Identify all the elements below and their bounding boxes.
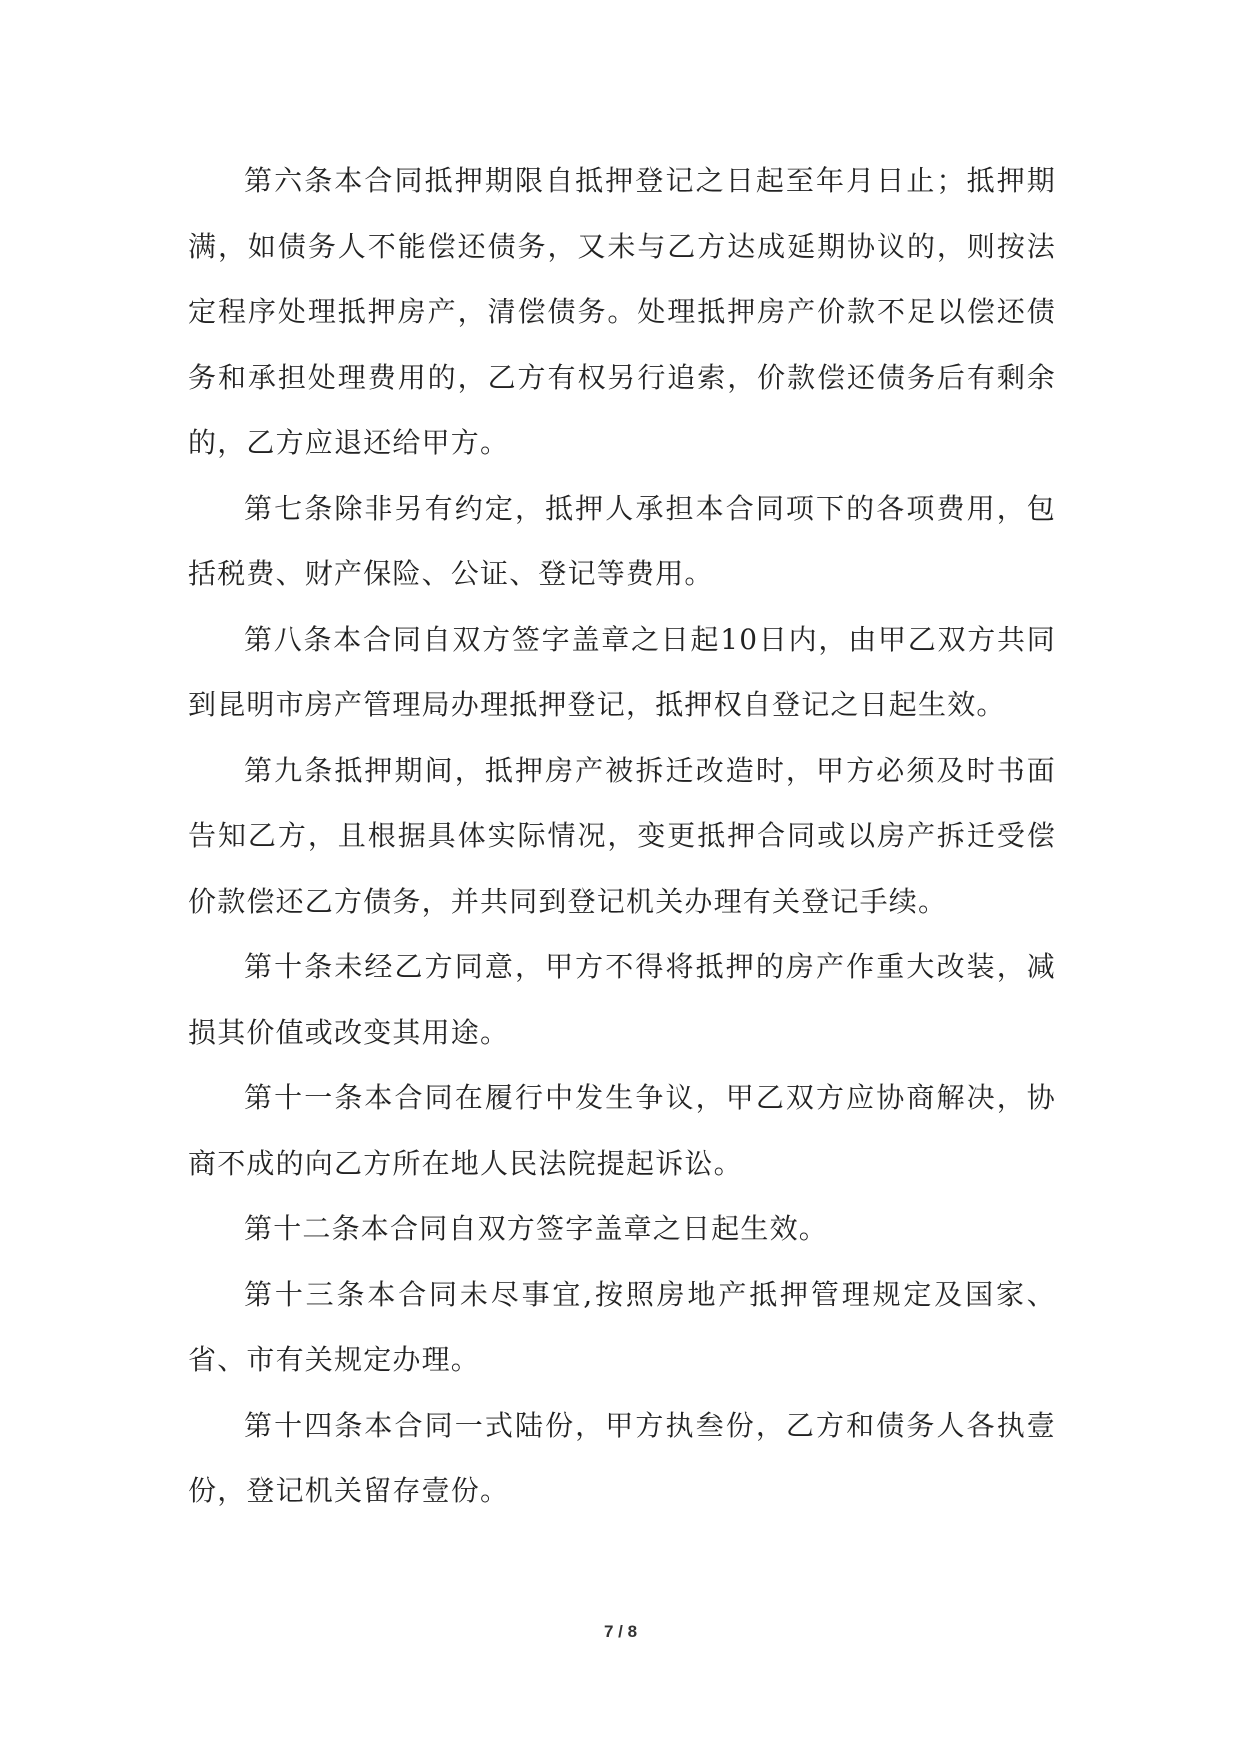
clause-7-paragraph: 第七条除非另有约定，抵押人承担本合同项下的各项费用，包括税费、财产保险、公证、登记等费用。	[188, 491, 1056, 590]
clause-11-paragraph: 第十一条本合同在履行中发生争议，甲乙双方应协商解决，协商不成的向乙方所在地人民法院提起诉讼。	[188, 1081, 1056, 1180]
clause-8-paragraph: 第八条本合同自双方签字盖章之日起10日内，由甲乙双方共同到昆明市房产管理局办理抵押登记，抵押权自登记之日起生效。	[188, 622, 1056, 721]
clause-9-paragraph: 第九条抵押期间，抵押房产被拆迁改造时，甲方必须及时书面告知乙方，且根据具体实际情况，变更抵押合同或以房产拆迁受偿价款偿还乙方债务，并共同到登记机关办理有关登记手续。	[188, 753, 1056, 918]
clause-6-paragraph: 第六条本合同抵押期限自抵押登记之日起至年月日止；抵押期满，如债务人不能偿还债务，又未与乙方达成延期协议的，则按法定程序处理抵押房产，清偿债务。处理抵押房产价款不足以偿还债务和承担处理费用的，乙方有权另行追索，价款偿还债务后有剩余的，乙方应退还给甲方。	[188, 164, 1056, 459]
clause-10-paragraph: 第十条未经乙方同意，甲方不得将抵押的房产作重大改装，减损其价值或改变其用途。	[188, 950, 1056, 1049]
page-number: 7 / 8	[603, 1622, 638, 1641]
clause-13-paragraph: 第十三条本合同未尽事宜,按照房地产抵押管理规定及国家、省、市有关规定办理。	[188, 1277, 1056, 1376]
clause-12-paragraph: 第十二条本合同自双方签字盖章之日起生效。	[244, 1212, 829, 1245]
contract-body	[188, 148, 1056, 1524]
clause-14-paragraph: 第十四条本合同一式陆份，甲方执叁份，乙方和债务人各执壹份，登记机关留存壹份。	[188, 1408, 1056, 1507]
